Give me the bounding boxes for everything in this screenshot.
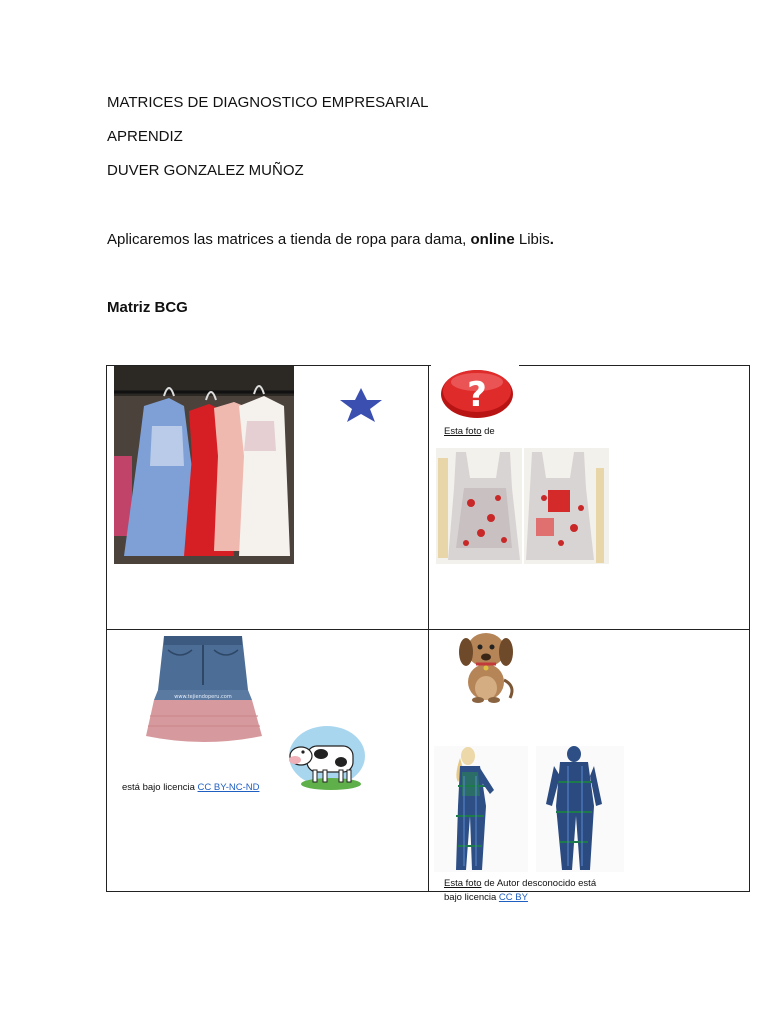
doc-title: MATRICES DE DIAGNOSTICO EMPRESARIAL xyxy=(107,94,429,111)
intro-period: . xyxy=(549,231,554,248)
star-icon xyxy=(336,386,386,424)
skirt-photo xyxy=(122,630,287,748)
dog-caption-line1 xyxy=(444,878,596,889)
cow-icon xyxy=(287,724,367,792)
intro-prefix: Aplicaremos las matrices a tienda de ropa para dama, xyxy=(107,231,471,248)
dog-caption-line2-prefix: bajo licencia xyxy=(444,892,499,903)
cc-by-link[interactable]: CC BY xyxy=(498,892,528,903)
question-caption xyxy=(444,426,495,437)
dog-caption-rest: de Autor desconocido está xyxy=(481,878,597,889)
overalls-photo xyxy=(436,448,609,564)
svg-text:?: ? xyxy=(467,375,487,415)
cow-caption xyxy=(122,782,259,793)
intro-paragraph xyxy=(107,231,554,248)
dog-icon xyxy=(456,630,518,704)
question-caption-rest: de xyxy=(481,426,495,437)
question-mark-icon xyxy=(431,362,519,422)
pajamas-photo xyxy=(434,746,624,872)
cc-by-nc-nd-link[interactable]: CC BY-NC-ND xyxy=(197,782,260,793)
section-title: Matriz BCG xyxy=(107,299,188,316)
intro-suffix: Libis xyxy=(514,231,550,248)
cow-caption-prefix: está bajo licencia xyxy=(122,782,198,793)
doc-subtitle-role: APRENDIZ xyxy=(107,128,183,145)
intro-bold-word: online xyxy=(470,231,515,248)
dog-caption-link[interactable]: Esta foto xyxy=(444,878,482,889)
question-caption-link[interactable]: Esta foto xyxy=(444,426,482,437)
skirt-watermark: www.tejiendoperu.com xyxy=(174,694,232,700)
dog-caption-line2 xyxy=(444,892,528,903)
dresses-photo xyxy=(114,366,294,564)
doc-author: DUVER GONZALEZ MUÑOZ xyxy=(107,162,304,179)
